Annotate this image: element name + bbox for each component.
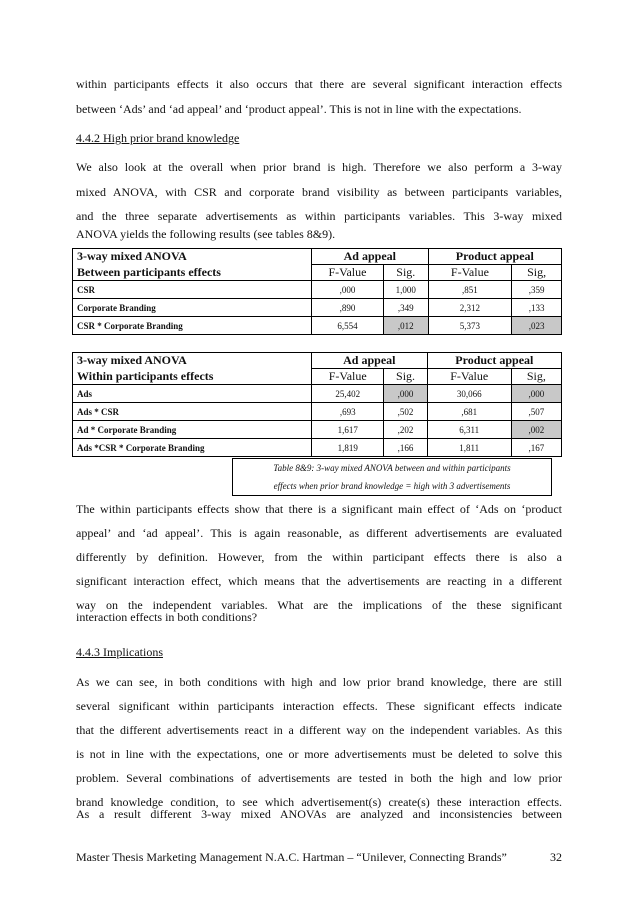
cell: ,000 [312,281,384,299]
paragraph-line: differently by definition. However, from the within participant effects there is also a [76,550,562,564]
column-header: Sig. [384,369,427,385]
column-header: Sig. [383,265,428,281]
group-header-ad-appeal: Ad appeal [312,353,428,369]
paragraph-line: way on the independent variables. What are the implications of the these significant [76,598,562,612]
group-header-product-appeal: Product appeal [428,249,561,265]
paragraph-line: As a result different 3-way mixed ANOVAs are analyzed and inconsistencies between [76,807,562,821]
page-number: 32 [550,850,562,864]
table-title: 3-way mixed ANOVA [73,249,312,265]
row-label: Ads *CSR * Corporate Branding [73,439,312,457]
cell: ,681 [427,403,511,421]
caption-line: Table 8&9: 3-way mixed ANOVA between and within participants [273,463,511,473]
paragraph-line: interaction effects in both conditions? [76,610,258,624]
cell: 25,402 [312,385,384,403]
row-label: Ad * Corporate Branding [73,421,312,439]
cell: 2,312 [428,299,512,317]
cell: 6,554 [312,317,384,335]
cell: ,167 [511,439,561,457]
cell: 1,000 [383,281,428,299]
paragraph-line: and the three separate advertisements as within participants variables. This 3-way mixed [76,209,562,223]
column-header: Sig, [512,265,562,281]
anova-within-table [72,352,562,457]
cell: ,166 [384,439,427,457]
cell: 30,066 [427,385,511,403]
section-heading: 4.4.3 Implications [76,645,163,659]
column-header: F-Value [312,265,384,281]
table-row [73,421,562,439]
paragraph-line: mixed ANOVA, with CSR and corporate brand visibility as between participants variables, [76,185,562,199]
cell: 1,819 [312,439,384,457]
cell: 1,617 [312,421,384,439]
cell: ,359 [512,281,562,299]
cell-significant: ,000 [511,385,561,403]
cell: ,202 [384,421,427,439]
column-header: F-Value [428,265,512,281]
column-header: F-Value [427,369,511,385]
table-row [73,299,562,317]
cell-significant: ,012 [383,317,428,335]
cell: ,349 [383,299,428,317]
table-caption [232,458,552,496]
anova-between-table [72,248,562,335]
cell: ,851 [428,281,512,299]
paragraph-line: ANOVA yields the following results (see tables 8&9). [76,227,336,241]
row-label: Corporate Branding [73,299,312,317]
group-header-product-appeal: Product appeal [427,353,561,369]
row-label: Ads * CSR [73,403,312,421]
table-subtitle: Within participants effects [73,369,312,385]
table-title: 3-way mixed ANOVA [73,353,312,369]
cell: 1,811 [427,439,511,457]
cell: 5,373 [428,317,512,335]
table-row [73,439,562,457]
cell: ,693 [312,403,384,421]
cell-significant: ,023 [512,317,562,335]
paragraph-line: is not in line with the expectations, one or more advertisements must be deleted to solve this [76,747,562,761]
section-heading: 4.4.2 High prior brand knowledge [76,131,240,145]
caption-line: effects when prior brand knowledge = high with 3 advertisements [273,481,511,491]
paragraph-line: We also look at the overall when prior brand is high. Therefore we also perform a 3-way [76,160,562,174]
row-label: CSR * Corporate Branding [73,317,312,335]
paragraph-line: between ‘Ads’ and ‘ad appeal’ and ‘product appeal’. This is not in line with the expectations. [76,102,522,116]
paragraph-line: that the different advertisements react in a different way on the independent variables. As this [76,723,562,737]
cell: ,502 [384,403,427,421]
paragraph-line: within participants effects it also occurs that there are several significant interaction effects [76,77,562,91]
paragraph-line: problem. Several combinations of advertisements are tested in both the high and low prior [76,771,562,785]
footer-text: Master Thesis Marketing Management N.A.C. Hartman – “Unilever, Connecting Brands” [76,850,507,864]
paragraph-line: The within participants effects show that there is a significant main effect of ‘Ads on ‘product [76,502,562,516]
table-row [73,281,562,299]
paragraph-line: As we can see, in both conditions with high and low prior brand knowledge, there are still [76,675,562,689]
paragraph-line: brand knowledge condition, to see which advertisement(s) create(s) these interaction effects. [76,795,562,809]
page-footer [76,850,562,865]
row-label: CSR [73,281,312,299]
cell-significant: ,000 [384,385,427,403]
cell: ,507 [511,403,561,421]
column-header: Sig, [511,369,561,385]
cell-significant: ,002 [511,421,561,439]
paragraph-line: several significant within participants interaction effects. These significant effects indicate [76,699,562,713]
cell: 6,311 [427,421,511,439]
table-row [73,385,562,403]
cell: ,890 [312,299,384,317]
table-subtitle: Between participants effects [73,265,312,281]
table-row [73,403,562,421]
paragraph-line: appeal’ and ‘ad appeal’. This is again reasonable, as different advertisements are evaluated [76,526,562,540]
row-label: Ads [73,385,312,403]
paragraph-line: significant interaction effect, which means that the advertisements are reacting in a different [76,574,562,588]
group-header-ad-appeal: Ad appeal [312,249,429,265]
cell: ,133 [512,299,562,317]
table-row [73,317,562,335]
column-header: F-Value [312,369,384,385]
